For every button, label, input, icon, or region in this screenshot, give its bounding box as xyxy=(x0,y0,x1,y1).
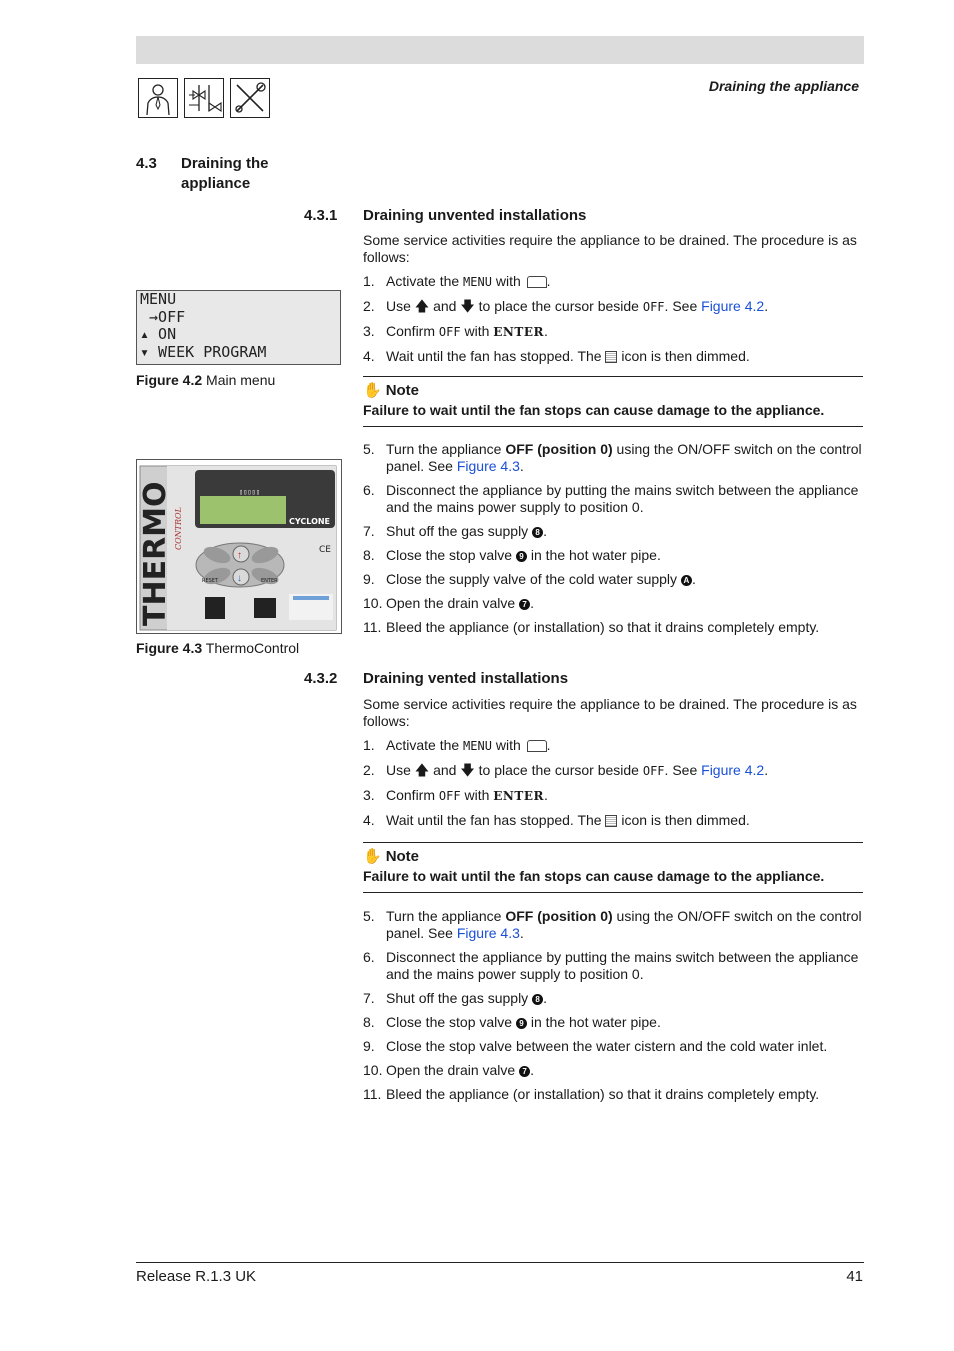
display-brand: CYCLONE xyxy=(289,517,331,526)
figure-link[interactable]: Figure 4.2 xyxy=(701,762,765,778)
subsection-title: Draining unvented installations xyxy=(363,207,587,224)
list-item: 1. Activate the MENU with . xyxy=(363,737,551,753)
intro-paragraph: Some service activities require the appliance to be drained. The procedure is as follows: xyxy=(363,232,857,265)
hand-icon: ✋ xyxy=(363,848,382,865)
figure-link[interactable]: Figure 4.3 xyxy=(456,458,520,474)
marker-icon: 7 xyxy=(519,1066,530,1077)
list-item: 3. Confirm OFF with ENTER. xyxy=(363,787,548,803)
list-item: 8. Close the stop valve 9 in the hot water pipe. xyxy=(363,1014,661,1030)
steps-list xyxy=(363,441,863,636)
marker-icon: 9 xyxy=(516,551,527,562)
subsection-body-continued xyxy=(363,441,863,643)
list-item: 11. Bleed the appliance (or installation) so that it drains completely empty. xyxy=(363,619,820,635)
page-header-title: Draining the appliance xyxy=(708,78,859,94)
list-item: 2. Use 🡅 and 🡇 to place the cursor beside OFF. See Figure 4.2. xyxy=(363,762,769,778)
arrow-up-icon: 🡅 xyxy=(414,762,430,778)
subsection-title: Draining vented installations xyxy=(363,670,569,687)
lcd-line: →OFF xyxy=(140,307,186,326)
note-text: Failure to wait until the fan stops can cause damage to the appliance. xyxy=(363,402,825,418)
note-title: Note xyxy=(385,847,420,865)
steps-list xyxy=(363,273,863,365)
figure-link[interactable]: Figure 4.3 xyxy=(456,925,520,941)
list-item: 7. Shut off the gas supply 8 . xyxy=(363,990,547,1006)
list-item: 5. Turn the appliance OFF (position 0) using the ON/OFF switch on the control panel. See Figure 4.3. xyxy=(363,441,862,474)
arrow-down-icon: 🡇 xyxy=(460,298,475,314)
marker-icon: 7 xyxy=(519,599,530,610)
list-item: 8. Close the stop valve 9 in the hot water pipe. xyxy=(363,547,661,563)
lcd-main-menu xyxy=(136,290,341,365)
user-icon xyxy=(138,78,178,118)
subsection-number: 4.3.2 xyxy=(304,670,338,687)
list-item: 3. Confirm OFF with ENTER. xyxy=(363,323,548,339)
list-item: 9. Close the supply valve of the cold water supply A . xyxy=(363,571,696,587)
section-title: Draining the appliance xyxy=(181,155,269,192)
steps-list xyxy=(363,737,863,829)
figure-caption: Figure 4.3 ThermoControl xyxy=(136,640,300,656)
list-item: 9. Close the stop valve between the water cistern and the cold water inlet. xyxy=(363,1038,828,1054)
arrow-up-icon: 🡅 xyxy=(414,298,430,314)
fan-icon xyxy=(605,815,617,827)
service-tools-icon xyxy=(230,78,270,118)
note-title: Note xyxy=(385,381,420,399)
installer-valve-icon xyxy=(184,78,224,118)
brand-subtext: CONTROL xyxy=(174,507,183,550)
figure-link[interactable]: Figure 4.2 xyxy=(701,298,765,314)
list-item: 10. Open the drain valve 7 . xyxy=(363,1062,534,1078)
svg-text:↑: ↑ xyxy=(237,550,242,561)
list-item: 7. Shut off the gas supply 8 . xyxy=(363,523,547,539)
brand-text: THERMO xyxy=(138,481,173,626)
subsection-body xyxy=(363,232,863,372)
list-item: 2. Use 🡅 and 🡇 to place the cursor beside OFF. See Figure 4.2. xyxy=(363,298,769,314)
section-number: 4.3 xyxy=(136,155,157,172)
list-item: 6. Disconnect the appliance by putting the mains switch between the appliance and the mains power supply to position 0. xyxy=(363,949,859,982)
subsection-body-continued xyxy=(363,908,863,1110)
list-item: 11. Bleed the appliance (or installation) so that it drains completely empty. xyxy=(363,1086,820,1102)
page-number: 41 xyxy=(846,1268,863,1285)
display-status: ▯▯▯▯▯ xyxy=(239,488,261,496)
ce-mark: CE xyxy=(319,545,331,555)
subsection-body xyxy=(363,696,863,836)
list-item: 5. Turn the appliance OFF (position 0) using the ON/OFF switch on the control panel. See Figure 4.3. xyxy=(363,908,862,941)
hand-icon: ✋ xyxy=(363,382,382,399)
marker-icon: 8 xyxy=(532,527,543,538)
lcd-line: ▾ WEEK PROGRAM xyxy=(140,342,267,361)
thermocontrol-photo xyxy=(136,459,342,634)
fan-icon xyxy=(605,351,617,363)
note-text: Failure to wait until the fan stops can cause damage to the appliance. xyxy=(363,868,825,884)
header-bar xyxy=(136,36,864,64)
list-item: 10. Open the drain valve 7 . xyxy=(363,595,534,611)
list-item: 6. Disconnect the appliance by putting the mains switch between the appliance and the mains power supply to position 0. xyxy=(363,482,859,515)
list-item: 4. Wait until the fan has stopped. The icon is then dimmed. xyxy=(363,812,750,828)
subsection-number: 4.3.1 xyxy=(304,207,338,224)
menu-key-icon xyxy=(527,740,547,752)
svg-text:↓: ↓ xyxy=(237,573,242,584)
menu-key-icon xyxy=(527,276,547,288)
footer-rule xyxy=(136,1262,864,1263)
release-label: Release R.1.3 UK xyxy=(136,1268,257,1285)
note-box xyxy=(363,376,863,427)
figure-caption: Figure 4.2 Main menu xyxy=(136,372,276,388)
list-item: 4. Wait until the fan has stopped. The icon is then dimmed. xyxy=(363,348,750,364)
lcd-line: MENU xyxy=(140,290,177,308)
enter-label: ENTER xyxy=(261,578,278,584)
marker-icon: A xyxy=(681,575,692,586)
marker-icon: 8 xyxy=(532,994,543,1005)
note-box xyxy=(363,842,863,893)
lcd-line: ▴ ON xyxy=(140,325,177,343)
steps-list xyxy=(363,908,863,1103)
intro-paragraph: Some service activities require the appliance to be drained. The procedure is as follows: xyxy=(363,696,857,729)
arrow-down-icon: 🡇 xyxy=(460,762,475,778)
list-item: 1. Activate the MENU with . xyxy=(363,273,551,289)
marker-icon: 9 xyxy=(516,1018,527,1029)
reset-label: RESET xyxy=(202,578,219,584)
audience-icons xyxy=(138,78,270,118)
